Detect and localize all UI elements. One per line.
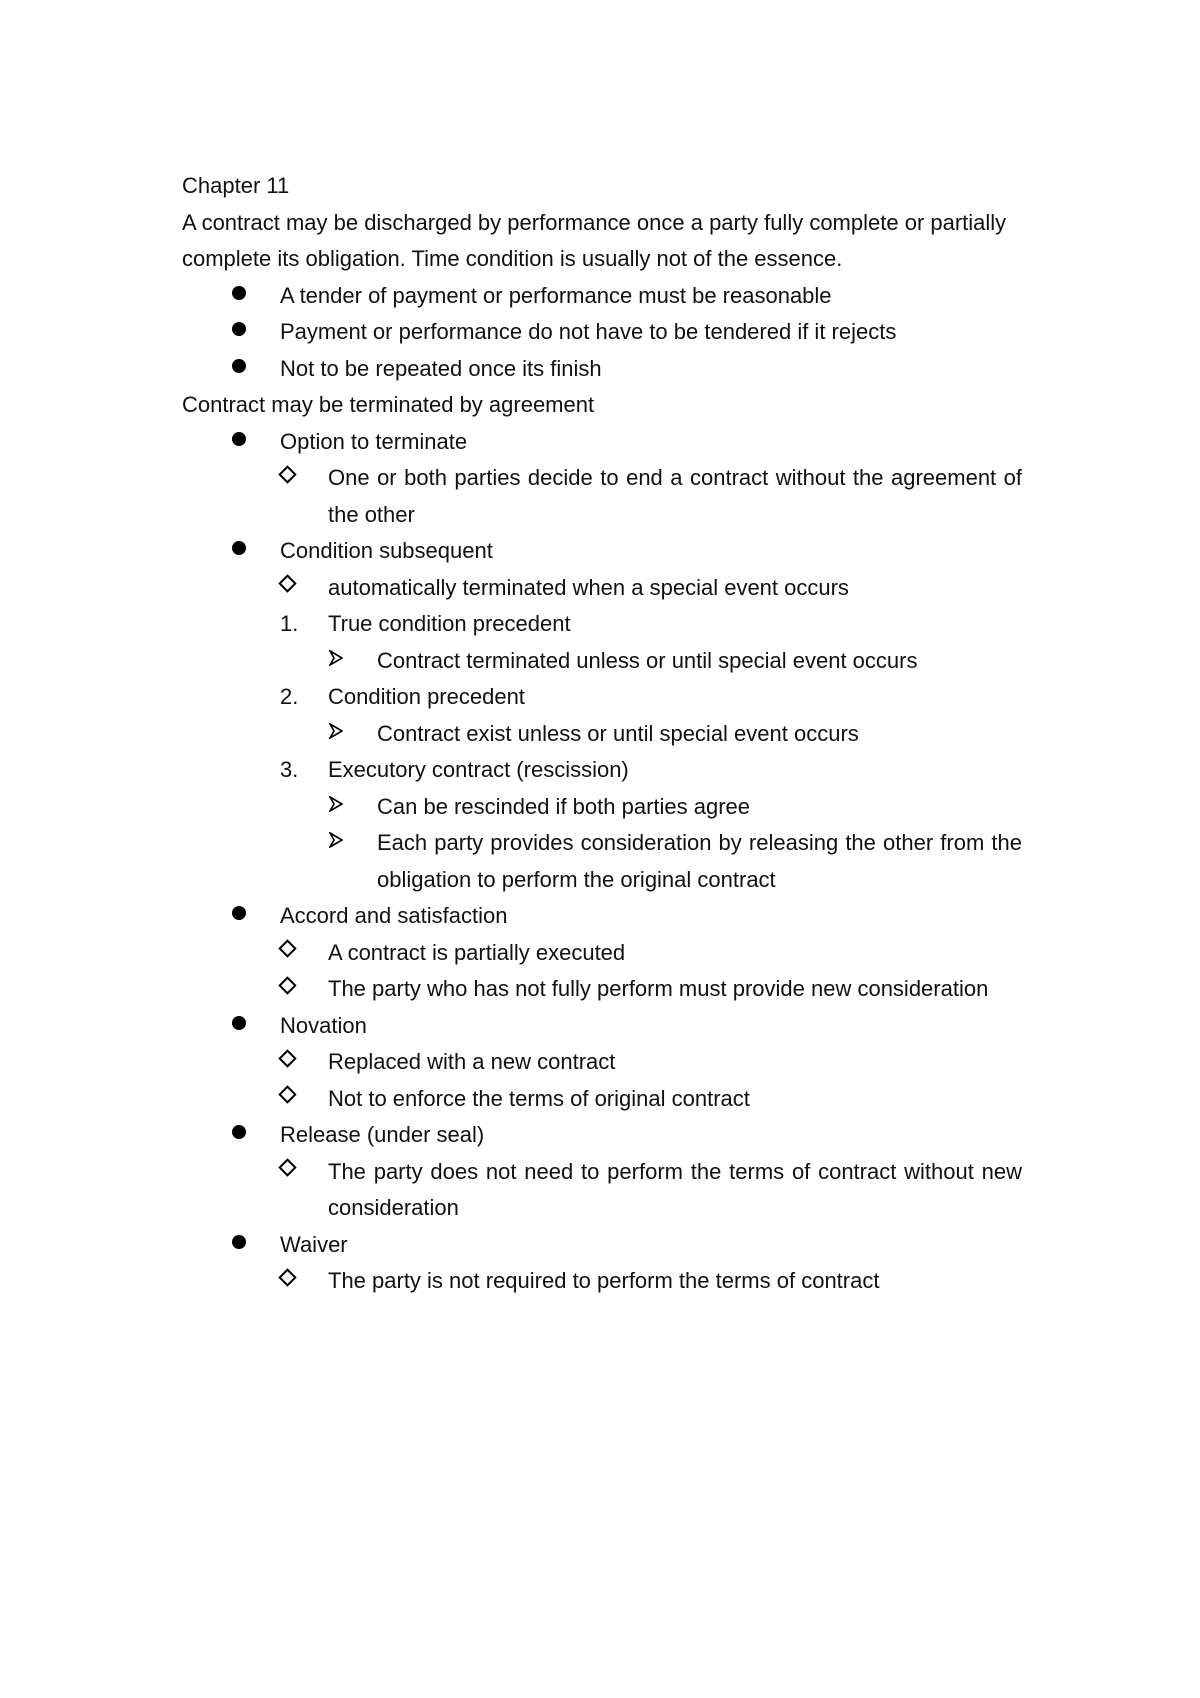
bullet-icon	[228, 1008, 250, 1045]
list-item	[182, 351, 1022, 388]
bullet-icon	[228, 278, 250, 315]
sub-list-item	[182, 971, 1022, 1008]
list-item	[182, 533, 1022, 570]
section-heading: Contract may be terminated by agreement	[182, 392, 595, 417]
list-item-text: Novation	[280, 1012, 367, 1038]
document-body	[182, 168, 1022, 1300]
list-item-text: Not to be repeated once its finish	[280, 355, 602, 381]
list-item	[182, 1117, 1022, 1154]
bullet-icon	[228, 533, 250, 570]
list-item-text: Condition subsequent	[280, 538, 493, 563]
bullet-icon	[228, 1227, 250, 1264]
nested-list-item-text: Each party provides consideration by releasing the other from the obligation to perform the original contract	[377, 830, 1022, 892]
numbered-item	[182, 752, 1022, 789]
sub-list-item-text: automatically terminated when a special event occurs	[328, 574, 849, 600]
sub-list-item	[182, 1263, 1022, 1300]
nested-list-item-text: Contract terminated unless or until special event occurs	[377, 647, 918, 673]
list-item	[182, 278, 1022, 315]
bullet-icon	[228, 424, 250, 461]
list-item-text: Release (under seal)	[280, 1122, 485, 1147]
list-item	[182, 1008, 1022, 1045]
diamond-bullet-icon	[276, 971, 298, 1008]
sub-list-item-text: Replaced with a new contract	[328, 1049, 616, 1074]
bullet-icon	[228, 314, 250, 351]
diamond-bullet-icon	[276, 935, 298, 972]
nested-list-item	[182, 716, 1022, 753]
nested-list-item	[182, 825, 1022, 898]
arrowhead-bullet-icon	[325, 716, 347, 753]
diamond-bullet-icon	[276, 570, 298, 607]
diamond-bullet-icon	[276, 1044, 298, 1081]
sub-list-item-text: The party is not required to perform the terms of contract	[328, 1268, 880, 1293]
list-item-text: Option to terminate	[280, 428, 468, 454]
numbered-item-text: Condition precedent	[328, 684, 525, 709]
nested-list-item	[182, 789, 1022, 826]
item-number: 1.	[280, 611, 299, 636]
sub-list-item-text: Not to enforce the terms of original contract	[328, 1085, 750, 1111]
sub-list-item	[182, 1081, 1022, 1118]
numbered-item	[182, 606, 1022, 643]
list-item	[182, 1227, 1022, 1264]
chapter-title: Chapter 11	[182, 173, 290, 198]
arrowhead-bullet-icon	[325, 643, 347, 680]
sub-list-item	[182, 460, 1022, 533]
arrowhead-bullet-icon	[325, 825, 347, 862]
list-item-text: Waiver	[280, 1231, 348, 1257]
bullet-icon	[228, 1117, 250, 1154]
nested-list-item-text: Contract exist unless or until special event occurs	[377, 720, 859, 746]
numbered-item-text: Executory contract (rescission)	[328, 757, 629, 782]
item-number: 2.	[280, 684, 299, 709]
bullet-icon	[228, 351, 250, 388]
numbered-item-text: True condition precedent	[328, 611, 571, 636]
diamond-bullet-icon	[276, 1081, 298, 1118]
list-item	[182, 424, 1022, 461]
numbered-item	[182, 679, 1022, 716]
sub-list-item	[182, 1044, 1022, 1081]
sub-list-item	[182, 570, 1022, 607]
list-item-text: Accord and satisfaction	[280, 903, 508, 928]
sub-list-item-text: The party who has not fully perform must provide new consideration	[328, 976, 989, 1001]
bullet-icon	[228, 898, 250, 935]
diamond-bullet-icon	[276, 460, 298, 497]
diamond-bullet-icon	[276, 1154, 298, 1191]
list-item	[182, 314, 1022, 351]
sub-list-item-text: The party does not need to perform the terms of contract without new consideration	[328, 1158, 1022, 1220]
sub-list-item	[182, 935, 1022, 972]
arrowhead-bullet-icon	[325, 789, 347, 826]
list-item	[182, 898, 1022, 935]
nested-list-item	[182, 643, 1022, 680]
list-item-text: Payment or performance do not have to be tendered if it rejects	[280, 319, 897, 344]
diamond-bullet-icon	[276, 1263, 298, 1300]
item-number: 3.	[280, 757, 299, 782]
nested-list-item-text: Can be rescinded if both parties agree	[377, 793, 751, 819]
intro-paragraph: A contract may be discharged by performance once a party fully complete or partially complete its obligation. Time condition is usually not of the essence.	[182, 209, 1007, 271]
sub-list-item-text: A contract is partially executed	[328, 939, 626, 965]
list-item-text: A tender of payment or performance must be reasonable	[280, 282, 832, 308]
sub-list-item	[182, 1154, 1022, 1227]
sub-list-item-text: One or both parties decide to end a contract without the agreement of the other	[328, 465, 1022, 527]
